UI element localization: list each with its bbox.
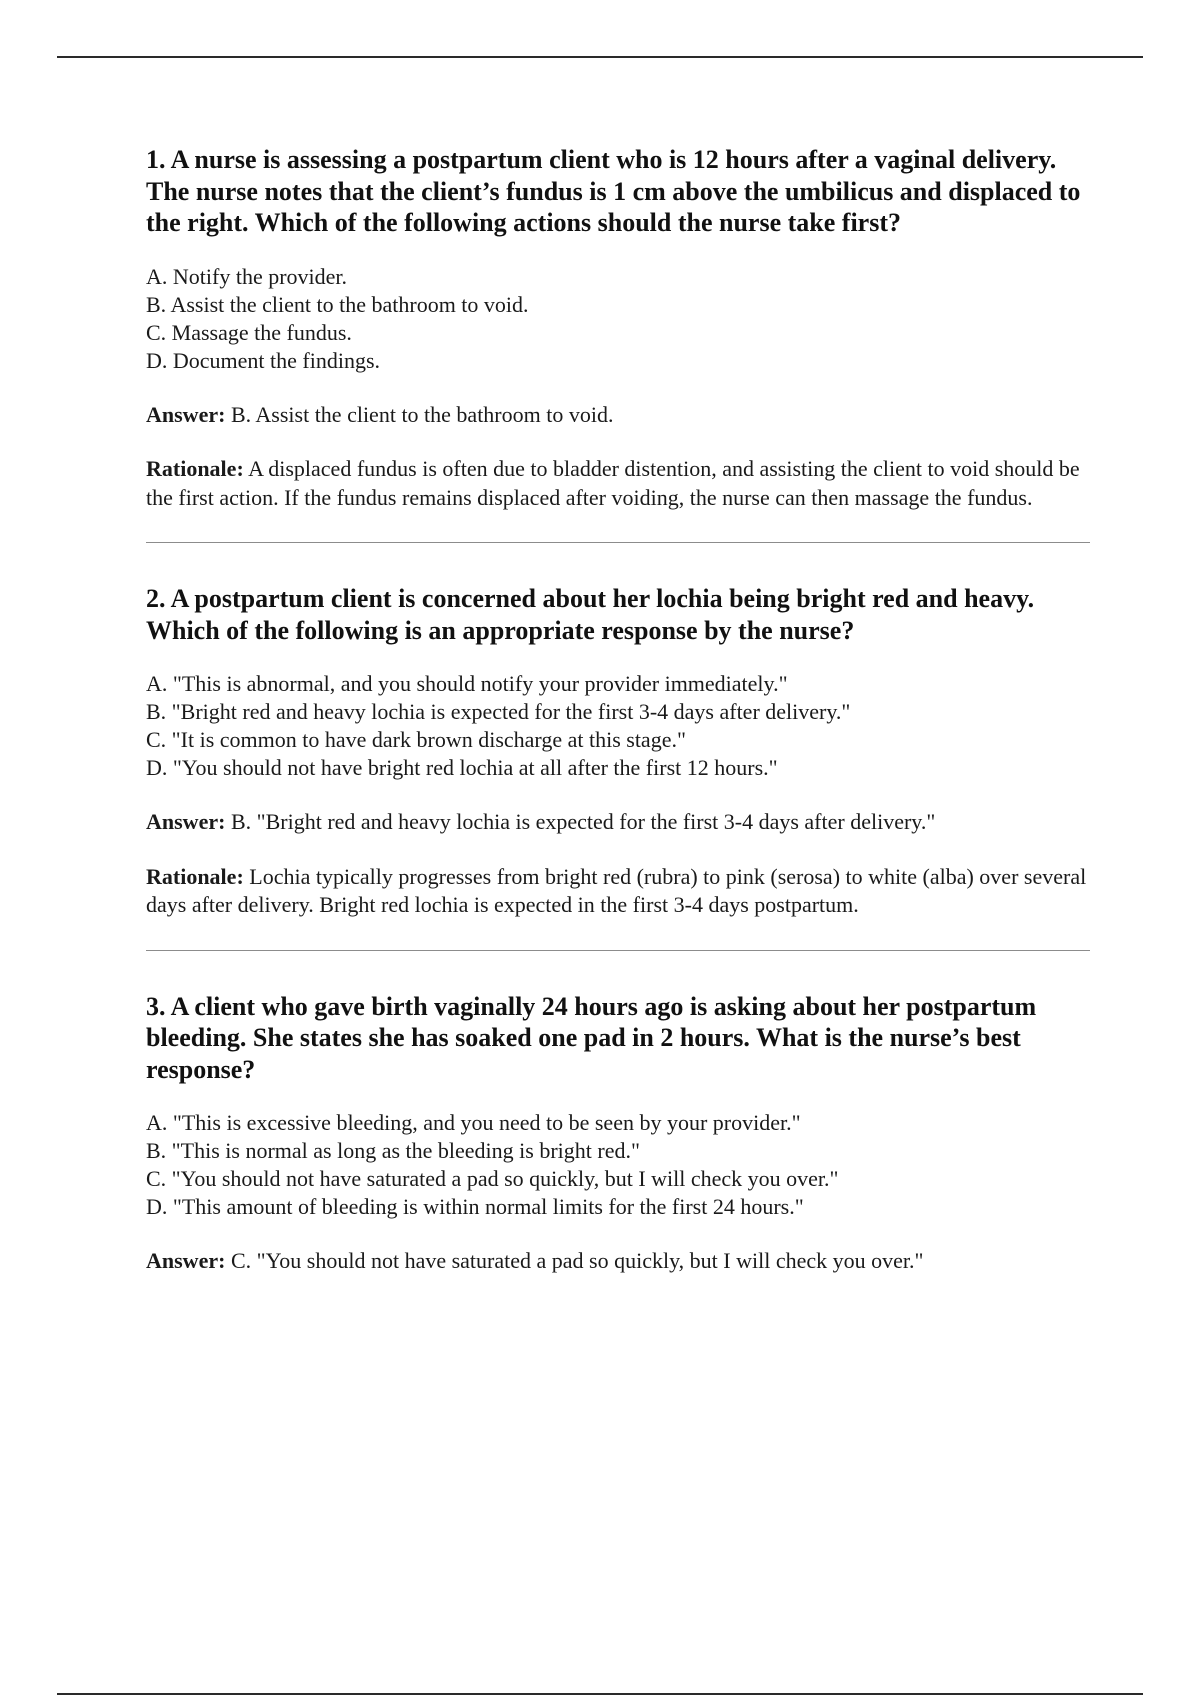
question-2-answer [146,808,1090,837]
rationale-label: Rationale: [146,456,244,481]
rationale-text: Lochia typically progresses from bright red (rubra) to pink (serosa) to white (alba) over several days after delivery. Bright red lochia is expected in the first 3-4 days postpartum. [146,863,1087,917]
question-3-options [146,1109,1090,1221]
question-2-option-b: B. "Bright red and heavy lochia is expected for the first 3-4 days after delivery." [146,699,851,724]
answer-text: B. "Bright red and heavy lochia is expected for the first 3-4 days after delivery." [230,809,936,834]
answer-label: Answer: [146,1248,226,1273]
question-2-option-d: D. "You should not have bright red lochia at all after the first 12 hours." [146,755,778,780]
question-2-rationale [146,863,1090,920]
question-1-option-a: A. Notify the provider. [146,263,348,289]
question-1-text: 1. A nurse is assessing a postpartum client who is 12 hours after a vaginal delivery. The nurse notes that the client’s fundus is 1 cm above the umbilicus and displaced to the right. Which of the following actions should the nurse take first? [146,145,1081,237]
question-3-text: 3. A client who gave birth vaginally 24 hours ago is asking about her postpartum bleeding. She states she has soaked one pad in 2 hours. What is the nurse’s best response? [146,991,1037,1084]
question-3-option-d: D. "This amount of bleeding is within normal limits for the first 24 hours." [146,1194,804,1219]
rationale-text: A displaced fundus is often due to bladder distention, and assisting the client to void should be the first action. If the fundus remains displaced after voiding, the nurse can then massage the fundus. [146,456,1080,510]
question-3-answer [146,1247,1090,1276]
question-1-option-b: B. Assist the client to the bathroom to void. [146,291,529,317]
rationale-label: Rationale: [146,863,244,889]
question-3-option-c: C. "You should not have saturated a pad so quickly, but I will check you over." [146,1166,839,1191]
question-1-answer [146,401,1090,430]
question-1 [146,144,1090,512]
question-2 [146,583,1090,920]
question-2-options [146,670,1090,782]
question-1-options [146,263,1090,375]
question-3-option-a: A. "This is excessive bleeding, and you need to be seen by your provider." [146,1110,801,1135]
question-3 [146,991,1090,1276]
bottom-page-rule [57,1693,1143,1695]
answer-label: Answer: [146,401,226,427]
top-page-rule [57,56,1143,58]
answer-text: B. Assist the client to the bathroom to void. [230,401,614,427]
document-body [146,144,1090,1304]
question-1-rationale [146,455,1090,512]
question-3-option-b: B. "This is normal as long as the bleeding is bright red." [146,1138,640,1163]
question-2-option-c: C. "It is common to have dark brown discharge at this stage." [146,727,686,752]
section-divider [146,950,1090,951]
question-1-option-d: D. Document the findings. [146,347,381,373]
question-2-text: 2. A postpartum client is concerned about her lochia being bright red and heavy. Which of the following is an appropriate response by the nurse? [146,584,1035,645]
section-divider [146,542,1090,543]
question-1-option-c: C. Massage the fundus. [146,319,352,345]
answer-label: Answer: [146,809,226,834]
answer-text: C. "You should not have saturated a pad so quickly, but I will check you over." [230,1248,924,1273]
question-2-option-a: A. "This is abnormal, and you should notify your provider immediately." [146,671,788,696]
